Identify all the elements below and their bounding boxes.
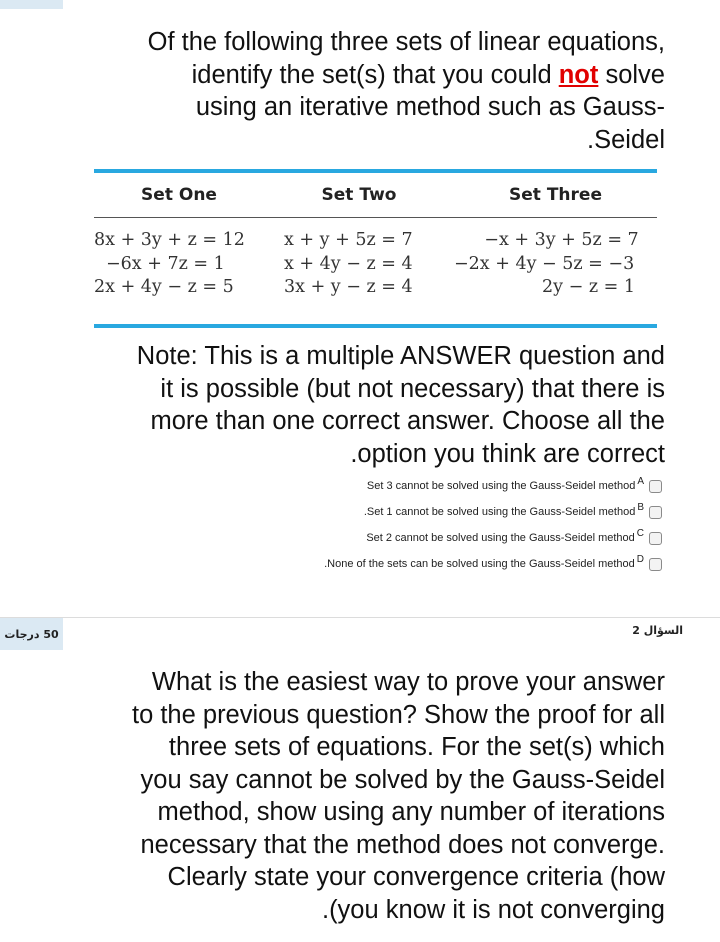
set-two-eq-3: 3x + y − z = 4 (284, 277, 413, 297)
question-1-line-4: .Seidel (587, 125, 665, 154)
question-1-line-2-end: solve (598, 60, 665, 89)
question-2-line-6: necessary that the method does not converge. (140, 830, 665, 859)
previous-points-badge (0, 0, 63, 9)
question-1-text (65, 26, 665, 156)
question-2-line-1: What is the easiest way to prove your answer (151, 668, 665, 696)
option-b[interactable] (324, 499, 662, 525)
question-1-line-3: using an iterative method such as Gauss- (195, 93, 665, 121)
set-two-equations (284, 229, 454, 309)
header-set-one: Set One (141, 185, 217, 205)
option-a[interactable] (324, 473, 662, 499)
question-2-text (45, 666, 665, 926)
question-2-line-3: three sets of equations. For the set(s) which (168, 733, 665, 761)
note-line-1: Note: This is a multiple ANSWER question and (136, 342, 665, 370)
question-2-line-2: to the previous question? Show the proof for all (132, 700, 665, 729)
set-one-equations (94, 229, 284, 309)
set-two-eq-2: x + 4y − z = 4 (284, 253, 413, 274)
option-c-checkbox[interactable] (649, 532, 662, 545)
option-d-checkbox[interactable] (649, 558, 662, 571)
note-line-3: more than one correct answer. Choose all the (150, 407, 665, 435)
set-three-equations (454, 229, 657, 309)
option-d[interactable] (324, 551, 662, 577)
question-1-line-2 (65, 59, 665, 92)
option-b-label: .Set 1 cannot be solved using the Gauss-Seidel method (363, 506, 636, 518)
points-badge: 50 درجات (0, 618, 63, 650)
table-header-row (94, 173, 657, 218)
option-d-letter: D (636, 553, 644, 565)
question-2-line-8: .(you know it is not converging (321, 895, 665, 924)
set-one-eq-2: −6x + 7z = 1 (106, 253, 225, 274)
question-2-line-5: method, show using any number of iterations (157, 798, 665, 826)
question-1-line-1: Of the following three sets of linear equations, (147, 28, 665, 56)
option-b-checkbox[interactable] (649, 506, 662, 519)
question-1-line-2-start: identify the set(s) that you could (191, 60, 559, 89)
set-two-eq-1: x + y + 5z = 7 (284, 230, 413, 250)
header-set-two: Set Two (321, 185, 397, 205)
option-b-letter: B (637, 501, 644, 513)
table-body (94, 218, 657, 309)
question-divider (0, 617, 720, 618)
option-d-label: .None of the sets can be solved using the Gauss-Seidel method (324, 558, 635, 570)
option-c-letter: C (636, 527, 644, 539)
equations-table (94, 169, 657, 328)
question-2-number: السؤال 2 (632, 624, 683, 637)
set-three-eq-2: −2x + 4y − 5z = −3 (454, 253, 635, 274)
note-text (65, 340, 665, 470)
option-c-label: Set 2 cannot be solved using the Gauss-Seidel method (366, 532, 635, 544)
note-line-4: .option you think are correct (350, 439, 665, 468)
table-bottom-rule (94, 324, 657, 328)
option-a-label: Set 3 cannot be solved using the Gauss-Seidel method (366, 480, 636, 492)
note-line-2: it is possible (but not necessary) that there is (160, 374, 665, 403)
answer-options (324, 473, 662, 577)
set-three-eq-3: 2y − z = 1 (542, 277, 635, 297)
question-2-line-4: you say cannot be solved by the Gauss-Seidel (140, 765, 665, 794)
option-a-checkbox[interactable] (649, 480, 662, 493)
option-a-letter: A (637, 475, 644, 487)
set-three-eq-1: −x + 3y + 5z = 7 (484, 230, 639, 250)
not-emphasis: not (558, 60, 599, 89)
header-set-three: Set Three (509, 185, 602, 205)
option-c[interactable] (324, 525, 662, 551)
question-2-line-7: Clearly state your convergence criteria (how (167, 863, 665, 891)
set-one-eq-3: 2x + 4y − z = 5 (94, 277, 234, 297)
set-one-eq-1: 8x + 3y + z = 12 (94, 230, 245, 250)
